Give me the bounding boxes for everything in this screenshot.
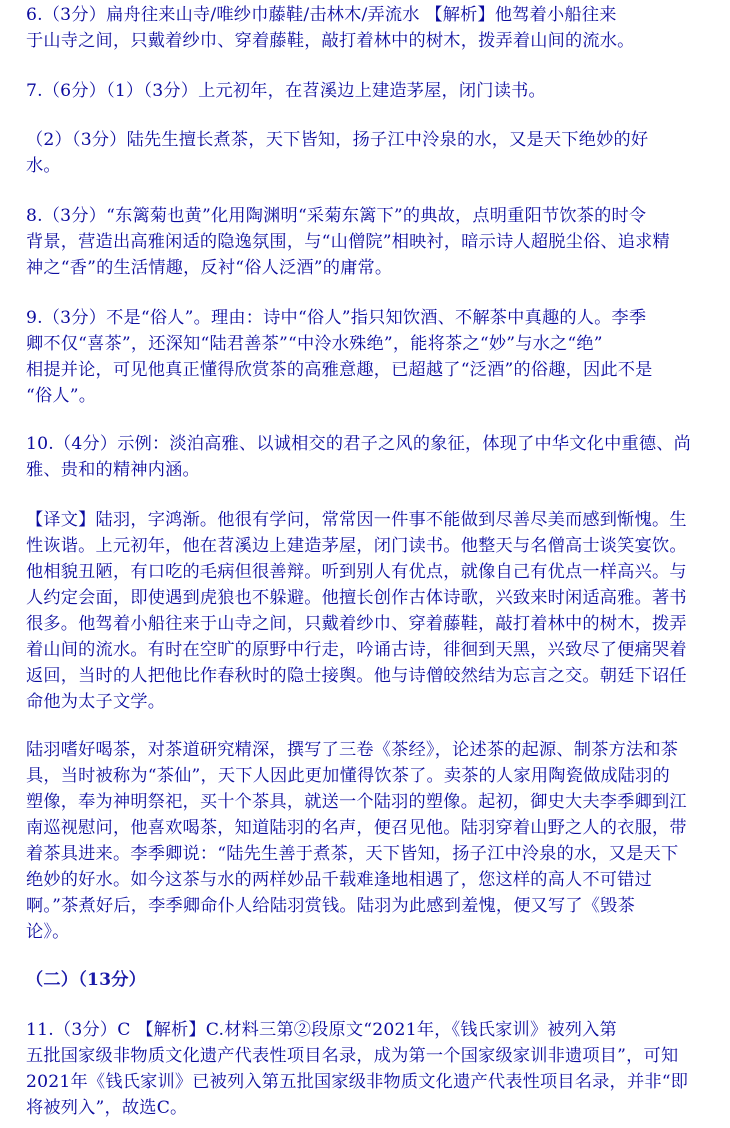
translation-line-6: 着山间的流水。有时在空旷的原野中行走，吟诵古诗，徘徊到天黑，兴致尽了便痛哭着 — [26, 640, 687, 660]
answer-7-part-2-line-2: 水。 — [26, 156, 61, 176]
answer-11-line-1: 11.（3分）C 【解析】C.材料三第②段原文“2021年，《钱氏家训》被列入第 — [26, 1020, 617, 1040]
translation-line-3: 他相貌丑陋，有口吃的毛病但很善辩。听到别人有优点，就像自己有优点一样高兴。与 — [26, 562, 687, 582]
answer-10-line-2: 雅、贵和的精神内涵。 — [26, 460, 200, 480]
translation-line-8: 命他为太子文学。 — [26, 692, 166, 712]
answer-6-line-1: 6.（3分）扁舟往来山寺/唯纱巾藤鞋/击林木/弄流水 【解析】他驾着小船往来 — [26, 5, 617, 25]
answer-9-line-3: 相提并论，可见他真正懂得欣赏茶的高雅意趣，已超越了“泛酒”的俗趣，因此不是 — [26, 360, 653, 380]
translation-line-7: 返回，当时的人把他比作春秋时的隐士接舆。他与诗僧皎然结为忘言之交。朝廷下诏任 — [26, 666, 687, 686]
answer-9-line-4: “俗人”。 — [26, 386, 97, 406]
section-heading: （二）（13分） — [26, 970, 147, 990]
translation-para2-line-3: 塑像，奉为神明祭祀，买十个茶具，就送一个陆羽的塑像。起初，御史大夫李季卿到江 — [26, 792, 687, 812]
translation-line-4: 人约定会面，即使遇到虎狼也不躲避。他擅长创作古体诗歌，兴致来时闲适高雅。著书 — [26, 588, 687, 608]
answer-6-line-2: 于山寺之间，只戴着纱巾、穿着藤鞋，敲打着林中的树木，拨弄着山间的流水。 — [26, 31, 635, 51]
answer-8-line-3: 神之“香”的生活情趣，反衬“俗人泛酒”的庸常。 — [26, 258, 393, 278]
answer-9-line-2: 卿不仅“喜茶”，还深知“陆君善茶”“中泠水殊绝”，能将茶之“妙”与水之“绝” — [26, 334, 603, 354]
answer-10-line-1: 10.（4分）示例：淡泊高雅、以诚相交的君子之风的象征，体现了中华文化中重德、尚 — [26, 434, 692, 454]
translation-para2-line-8: 论》。 — [26, 922, 70, 942]
translation-para2-line-4: 南巡视慰问，他喜欢喝茶，知道陆羽的名声，便召见他。陆羽穿着山野之人的衣服，带 — [26, 818, 687, 838]
answer-7-part-2-line-1: （2）（3分）陆先生擅长煮茶，天下皆知，扬子江中泠泉的水，又是天下绝妙的好 — [26, 130, 649, 150]
translation-line-2: 性诙谐。上元初年，他在苕溪边上建造茅屋，闭门读书。他整天与名僧高士谈笑宴饮。 — [26, 536, 687, 556]
translation-para2-line-5: 着茶具进来。李季卿说：“陆先生善于煮茶，天下皆知，扬子江中泠泉的水，又是天下 — [26, 844, 679, 864]
answer-7-line-1: 7.（6分）（1）（3分）上元初年，在苕溪边上建造茅屋，闭门读书。 — [26, 81, 546, 101]
answer-8-line-1: 8.（3分）“东篱菊也黄”化用陶渊明“采菊东篱下”的典故，点明重阳节饮茶的时令 — [26, 206, 647, 226]
answer-11-line-2: 五批国家级非物质文化遗产代表性项目名录，成为第一个国家级家训非遗项目”，可知 — [26, 1046, 679, 1066]
answer-9-line-1: 9.（3分）不是“俗人”。理由：诗中“俗人”指只知饮酒、不解茶中真趣的人。李季 — [26, 308, 647, 328]
translation-line-5: 很多。他驾着小船往来于山寺之间，只戴着纱巾、穿着藤鞋，敲打着林中的树木，拨弄 — [26, 614, 687, 634]
answer-8-line-2: 背景，营造出高雅闲适的隐逸氛围，与“山僧院”相映衬，暗示诗人超脱尘俗、追求精 — [26, 232, 670, 252]
answer-11-line-4: 将被列入”，故选C。 — [26, 1098, 188, 1118]
translation-para2-line-6: 绝妙的好水。如今这茶与水的两样妙品千载难逢地相遇了，您这样的高人不可错过 — [26, 870, 652, 890]
answer-11-line-3: 2021年《钱氏家训》已被列入第五批国家级非物质文化遗产代表性项目名录，并非“即 — [26, 1072, 689, 1092]
translation-line-1: 【译文】陆羽，字鸿渐。他很有学问，常常因一件事不能做到尽善尽美而感到惭愧。生 — [26, 510, 687, 530]
translation-para2-line-1: 陆羽嗜好喝茶，对茶道研究精深，撰写了三卷《茶经》，论述茶的起源、制茶方法和茶 — [26, 740, 679, 760]
translation-para2-line-7: 啊。”茶煮好后，李季卿命仆人给陆羽赏钱。陆羽为此感到羞愧，便又写了《毁茶 — [26, 896, 635, 916]
translation-para2-line-2: 具，当时被称为“茶仙”，天下人因此更加懂得饮茶了。卖茶的人家用陶瓷做成陆羽的 — [26, 766, 670, 786]
